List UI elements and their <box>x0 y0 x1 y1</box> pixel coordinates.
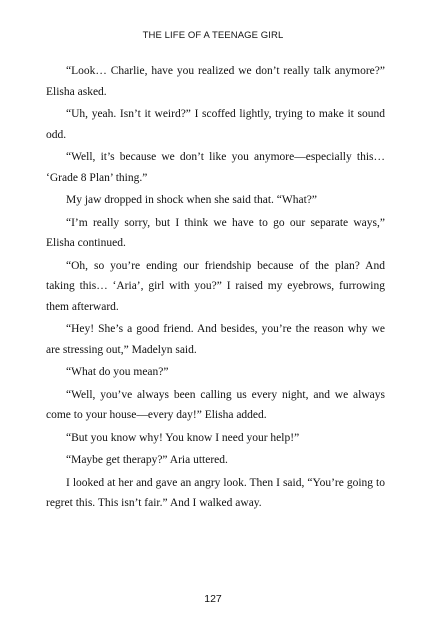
paragraph: “What do you mean?” <box>66 366 169 378</box>
paragraph: My jaw dropped in shock when she said that. “What?” <box>66 194 318 206</box>
running-header: THE LIFE OF A TEENAGE GIRL <box>142 30 284 41</box>
paragraph: “Maybe get therapy?” Aria uttered. <box>66 454 228 466</box>
paragraph: “Uh, yeah. Isn’t it weird?” I scoffed lightly, trying to make it sound odd. <box>46 108 385 141</box>
paragraph: “I’m really sorry, but I think we have to go our separate ways,” Elisha continued. <box>46 216 385 249</box>
paragraph: I looked at her and gave an angry look. Then I said, “You’re going to regret this. This isn’t fair.” And I walked away. <box>46 476 385 509</box>
page-number: 127 <box>204 593 222 605</box>
paragraph: “But you know why! You know I need your help!” <box>66 431 300 444</box>
paragraph: “Oh, so you’re ending our friendship because of the plan? And taking this… ‘Aria’, girl with you?” I raised my eyebrows, furrowing them afterward. <box>46 259 385 313</box>
paragraph: “Hey! She’s a good friend. And besides, you’re the reason why we are stressing out,” Madelyn said. <box>46 323 385 356</box>
paragraph: “Well, you’ve always been calling us every night, and we always come to your house—every day!” Elisha added. <box>46 388 385 421</box>
paragraph: “Well, it’s because we don’t like you anymore—especially this… ‘Grade 8 Plan’ thing.” <box>46 151 385 184</box>
page-body <box>46 61 385 516</box>
paragraph: “Look… Charlie, have you realized we don’t really talk anymore?” Elisha asked. <box>46 65 385 98</box>
